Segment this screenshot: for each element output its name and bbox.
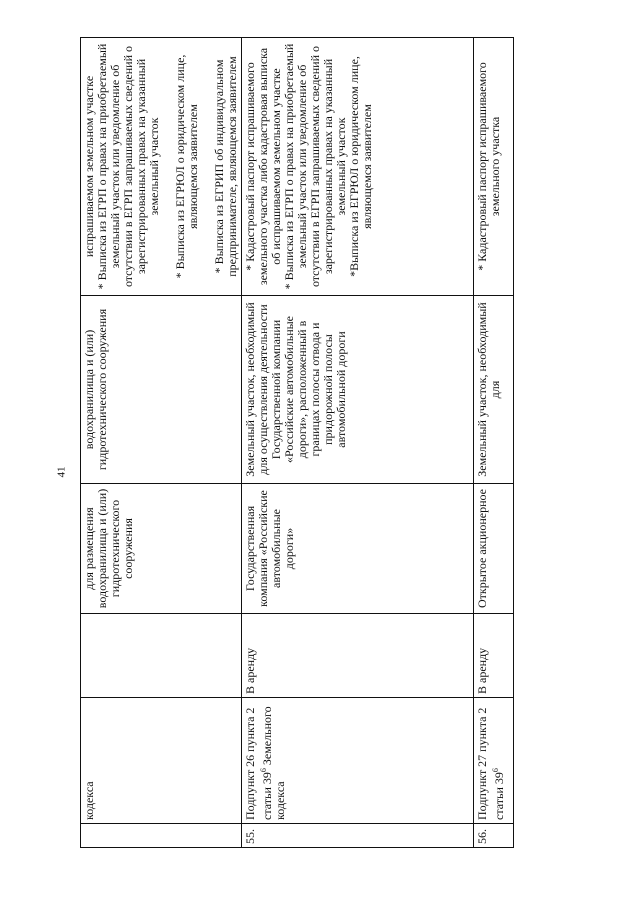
document-item: * Выписка из ЕГРП о правах на приобретаемый земельный участок или уведомление об отсутствии в ЕГРП запрашиваемых сведений о зарегистрированных правах на указанный земельный участок <box>95 43 161 290</box>
document-item: испрашиваемом земельном участке <box>82 75 96 258</box>
plot-purpose: Земельный участок, необходимый для осуществления деятельности Государственной компании «Российские автомобильные дороги», расположенный в границах полосы отвода и придорожной полосы автомобильной дороги <box>242 296 474 484</box>
table-row <box>81 38 242 848</box>
grant-type: В аренду <box>474 614 514 698</box>
document-item: * Выписка из ЕГРП о правах на приобретаемый земельный участок или уведомление об отсутствии в ЕГРП запрашиваемых сведений о зарегистрированных правах на указанный земельный участок <box>282 43 348 290</box>
plot-purpose: водохранилища и (или) гидротехнического сооружения <box>81 296 242 484</box>
document-item: * Выписка из ЕГРЮЛ о юридическом лице, являющемся заявителем <box>173 54 200 279</box>
table-row <box>474 38 514 848</box>
legal-basis <box>474 698 514 824</box>
row-number <box>81 824 242 848</box>
required-documents <box>81 38 242 296</box>
required-documents <box>242 38 474 296</box>
document-item: * Кадастровый паспорт испрашиваемого земельного участка либо кадастровая выписка об испрашиваемом земельном участке <box>243 47 283 286</box>
document-item: * Выписка из ЕГРИП об индивидуальном предпринимателе, являющемся заявителем <box>212 56 239 277</box>
document-table-rotated <box>80 38 598 848</box>
grant-type <box>81 614 242 698</box>
required-documents <box>474 38 514 296</box>
legal-basis-text: Подпункт 27 пункта 2 статьи $39^6$ <box>475 707 506 820</box>
applicant: Государственная компания «Российские автомобильные дороги» <box>242 484 474 614</box>
grant-type: В аренду <box>242 614 474 698</box>
legal-basis <box>242 698 474 824</box>
applicant: Открытое акционерное <box>474 484 514 614</box>
land-plot-table <box>80 37 514 848</box>
plot-purpose: Земельный участок, необходимый для <box>474 296 514 484</box>
legal-basis: кодекса <box>81 698 242 824</box>
page-number: 41 <box>55 466 68 478</box>
applicant: для размещения водохранилища и (или) гидротехнического сооружения <box>81 484 242 614</box>
row-number: 56. <box>474 824 514 848</box>
legal-basis-text: Подпункт 26 пункта 2 статьи $39^6$ Земельного кодекса <box>243 706 287 820</box>
document-item: * Кадастровый паспорт испрашиваемого земельного участка <box>475 62 502 271</box>
document-item: *Выписка из ЕГРЮЛ о юридическом лице, являющемся заявителем <box>347 56 374 277</box>
row-number: 55. <box>242 824 474 848</box>
table-row <box>242 38 474 848</box>
